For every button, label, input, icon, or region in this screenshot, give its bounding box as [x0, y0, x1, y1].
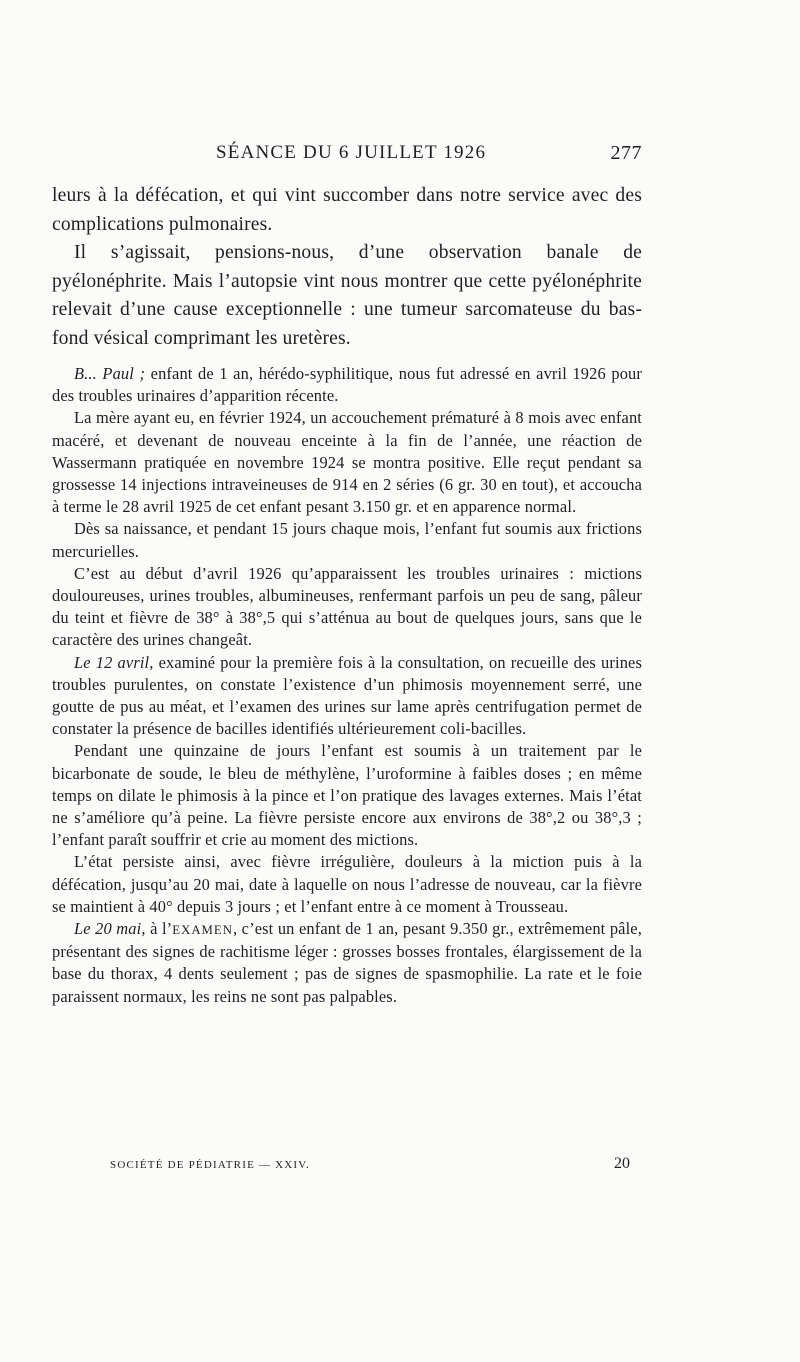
page: [52, 140, 642, 1340]
paragraph-text: examiné pour la première fois à la consultation, on recueille des urines troubles purulentes, on constate l’existence d’un phimosis moyennement serré, une goutte de pus au méat, et l’examen des urines sur lame après centrifugation permet de constater la présence de bacilles identifiés ultérieurement coli-bacilles.: [52, 652, 642, 739]
society-footer: SOCIÉTÉ DE PÉDIATRIE — XXIV.: [110, 1159, 310, 1171]
observation-paragraph: C’est au début d’avril 1926 qu’apparaissent les troubles urinaires : mictions douloureuses, urines troubles, albumineuses, renfermant parfois un peu de sang, pâleur du teint et fièvre de 38° à 38°,5 qui s’atténua au bout de quelques jours, sans que le caractère des urines changeât.: [52, 563, 642, 650]
running-head: [52, 140, 642, 170]
observation-paragraph: [52, 918, 642, 1008]
date-lead: Le 12 avril,: [74, 652, 154, 672]
observation-paragraph: [52, 363, 642, 407]
page-number: 277: [610, 142, 642, 164]
paragraph-text: , c’est un enfant de 1 an, pesant 9.350 gr., extrêmement pâle, présentant des signes de rachitisme léger : grosses bosses frontales, élargissement de la base du thorax, 4 dents seulement ; pas de signes de spasmophilie. La rate et le foie paraissent normaux, les reins ne sont pas palpables.: [52, 919, 642, 1006]
signature-mark: 20: [614, 1155, 630, 1172]
small-caps-word: EXAMEN: [172, 923, 233, 938]
running-title: SÉANCE DU 6 JUILLET 1926: [216, 142, 487, 163]
page-footer: [110, 1155, 630, 1179]
observation-paragraph: Dès sa naissance, et pendant 15 jours chaque mois, l’enfant fut soumis aux frictions mercurielles.: [52, 519, 642, 561]
intro-paragraph: leurs à la défécation, et qui vint succomber dans notre service avec des complications pulmonaires.: [52, 185, 642, 235]
observation-paragraph: [52, 652, 642, 741]
connector-text: à l’: [150, 919, 173, 939]
case-observation: [52, 363, 642, 1008]
date-lead: Le 20 mai,: [74, 919, 146, 939]
observation-paragraph: L’état persiste ainsi, avec fièvre irrégulière, douleurs à la miction puis à la défécation, jusqu’au 20 mai, date à laquelle on nous l’adresse de nouveau, car la fièvre se maintient à 40° depuis 3 jours ; et l’enfant entre à ce moment à Trousseau.: [52, 852, 642, 916]
intro-paragraph: Il s’agissait, pensions-nous, d’une observation banale de pyélonéphrite. Mais l’autopsie vint nous montrer que cette pyélonéphrite relevait d’une cause exceptionnelle : une tumeur sarcomateuse du bas-fond vésical comprimant les uretères.: [52, 242, 642, 349]
patient-name: B... Paul ;: [74, 364, 146, 383]
observation-paragraph: Pendant une quinzaine de jours l’enfant est soumis à un traitement par le bicarbonate de soude, le bleu de méthylène, l’uroformine à faibles doses ; en même temps on dilate le phimosis à la pince et l’on pratique des lavages externes. Mais l’état ne s’améliore qu’à peine. La fièvre persiste encore aux environs de 38°,2 ou 38°,3 ; l’enfant paraît souffrir et crie au moment des mictions.: [52, 741, 642, 850]
intro-text: [52, 182, 642, 354]
observation-paragraph: La mère ayant eu, en février 1924, un accouchement prématuré à 8 mois avec enfant macéré, et devenant de nouveau enceinte à la fin de l’année, une réaction de Wassermann pratiquée en novembre 1924 se montra positive. Elle reçut pendant sa grossesse 14 injections intraveineuses de 914 en 2 séries (6 gr. 30 en tout), et accoucha à terme le 28 avril 1925 de cet enfant pesant 3.150 gr. et en apparence normal.: [52, 408, 642, 517]
paragraph-text: enfant de 1 an, hérédo-syphilitique, nous fut adressé en avril 1926 pour des troubles urinaires d’apparition récente.: [52, 364, 643, 406]
